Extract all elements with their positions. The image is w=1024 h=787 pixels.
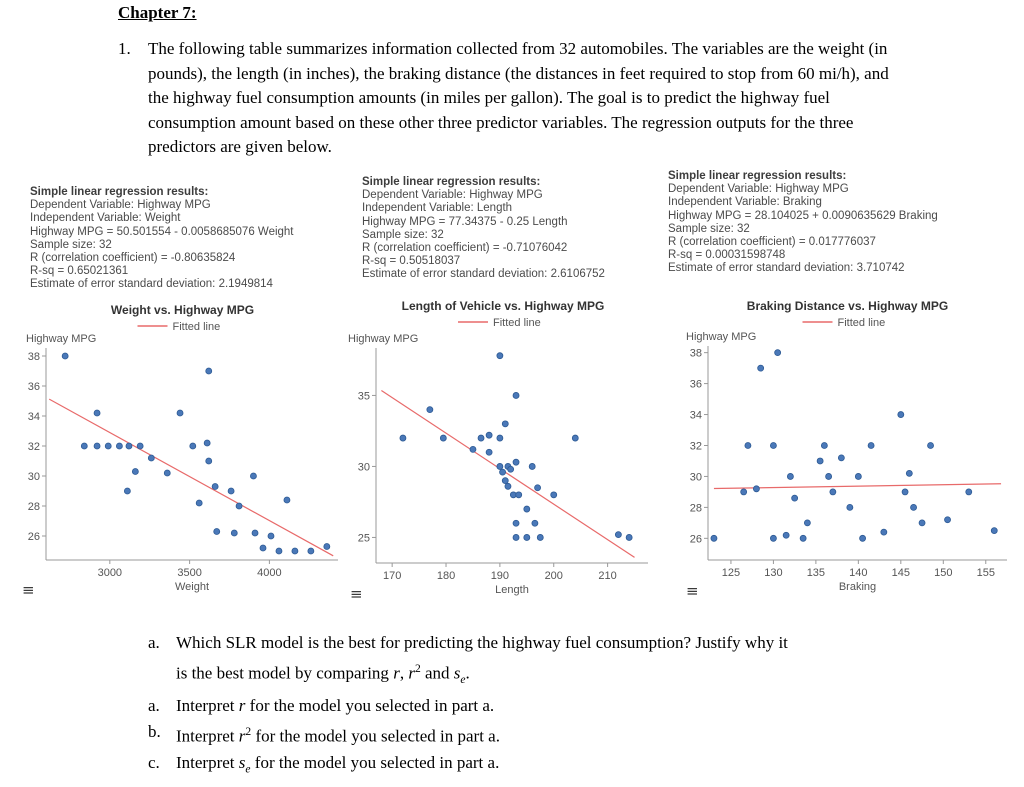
- legend-label: Fitted line: [837, 317, 886, 329]
- data-point: [615, 532, 621, 538]
- data-point: [537, 534, 543, 540]
- x-axis-label: Braking: [838, 581, 877, 593]
- question-label: a.: [148, 696, 160, 716]
- x-tick-label: 145: [891, 567, 911, 579]
- question-item: [148, 630, 978, 693]
- regression-line: Dependent Variable: Highway MPG: [30, 199, 211, 212]
- data-point: [911, 504, 917, 510]
- question-label: c.: [148, 752, 160, 772]
- x-tick-label: 125: [721, 567, 741, 579]
- data-point: [148, 455, 154, 461]
- data-point: [132, 469, 138, 475]
- scatter-plot-svg: [20, 300, 345, 600]
- chart-menu-icon[interactable]: ≡: [686, 582, 699, 600]
- y-tick-label: 38: [689, 347, 702, 360]
- chart-menu-icon[interactable]: ≡: [350, 585, 363, 603]
- data-point: [231, 530, 237, 536]
- regression-line: Highway MPG = 77.34375 - 0.25 Length: [362, 215, 568, 228]
- data-point: [928, 442, 934, 448]
- x-tick-label: 180: [436, 570, 456, 582]
- data-point: [513, 534, 519, 540]
- scatter-chart-weight: [20, 300, 345, 605]
- data-point: [478, 435, 484, 441]
- regression-title: Simple linear regression results:: [362, 176, 541, 188]
- x-axis-label: Length: [495, 584, 529, 596]
- data-point: [792, 495, 798, 501]
- data-point: [626, 534, 632, 540]
- y-tick-label: 26: [689, 533, 702, 546]
- y-tick-label: 26: [27, 531, 40, 543]
- question-item: [148, 693, 978, 719]
- data-point: [800, 535, 806, 541]
- scatter-plot-svg: [348, 296, 658, 603]
- y-tick-label: 34: [27, 411, 40, 423]
- data-point: [758, 365, 764, 371]
- data-point: [826, 473, 832, 479]
- data-point: [532, 520, 538, 526]
- regression-line: Independent Variable: Weight: [30, 212, 181, 225]
- data-point: [268, 533, 274, 539]
- data-point: [505, 483, 511, 489]
- regression-line: Highway MPG = 50.501554 - 0.0058685076 Weight: [30, 225, 294, 238]
- data-point: [214, 529, 220, 535]
- y-tick-label: 32: [27, 441, 40, 453]
- regression-title: Simple linear regression results:: [30, 186, 209, 198]
- data-point: [486, 449, 492, 455]
- data-point: [881, 529, 887, 535]
- data-point: [906, 470, 912, 476]
- data-point: [497, 353, 503, 359]
- problem-statement: [118, 37, 898, 160]
- regression-line: Independent Variable: Length: [362, 202, 513, 215]
- data-point: [524, 506, 530, 512]
- regression-line: R-sq = 0.50518037: [362, 255, 461, 268]
- data-point: [94, 410, 100, 416]
- question-item: [148, 750, 978, 782]
- data-point: [711, 535, 717, 541]
- data-point: [572, 435, 578, 441]
- data-point: [250, 473, 256, 479]
- regression-line: Dependent Variable: Highway MPG: [362, 189, 543, 202]
- regression-line: Sample size: 32: [668, 222, 750, 235]
- x-tick-label: 150: [934, 567, 953, 579]
- x-tick-label: 190: [490, 570, 510, 582]
- data-point: [804, 520, 810, 526]
- regression-line: Sample size: 32: [362, 228, 444, 241]
- data-point: [847, 504, 853, 510]
- x-tick-label: 200: [544, 570, 563, 582]
- data-point: [260, 545, 266, 551]
- data-point: [196, 500, 202, 506]
- data-point: [945, 517, 951, 523]
- data-point: [902, 489, 908, 495]
- data-point: [898, 412, 904, 418]
- data-point: [486, 432, 492, 438]
- regression-line: R (correlation coefficient) = -0.80635824: [30, 252, 236, 265]
- data-points: [62, 353, 330, 554]
- x-tick-label: 170: [382, 570, 402, 582]
- regression-line: R (correlation coefficient) = 0.017776037: [668, 236, 876, 249]
- scatter-chart-braking: [680, 296, 1015, 601]
- data-point: [236, 503, 242, 509]
- problem-text: The following table summarizes information collected from 32 automobiles. The variables are the weight (in pounds), the length (in inches), the braking distance (the distances in feet required to stop from 60 mi/h), and the highway fuel consumption amounts (in miles per gallon). The goal is to predict the highway fuel consumption amount based on these other three predictor variables. The regression outputs for the three predictors are given below.: [148, 39, 889, 156]
- regression-line: R (correlation coefficient) = -0.71076042: [362, 242, 568, 255]
- y-tick-label: 25: [357, 532, 370, 545]
- data-point: [190, 443, 196, 449]
- y-axis-label: Highway MPG: [348, 333, 419, 345]
- data-point: [783, 532, 789, 538]
- y-tick-label: 28: [27, 501, 40, 513]
- regression-title: Simple linear regression results:: [668, 170, 847, 182]
- x-axis-label: Weight: [174, 581, 210, 593]
- data-point: [177, 410, 183, 416]
- data-point: [292, 548, 298, 554]
- y-tick-label: 28: [689, 502, 702, 515]
- data-point: [745, 442, 751, 448]
- data-point: [513, 459, 519, 465]
- x-tick-label: 130: [764, 567, 783, 579]
- y-tick-label: 30: [689, 471, 702, 484]
- x-tick-label: 3000: [97, 567, 123, 579]
- question-text: Interpret r for the model you selected in part a.: [176, 696, 495, 716]
- fitted-line: [49, 399, 333, 556]
- regression-line: Independent Variable: Braking: [668, 196, 822, 209]
- chart-menu-icon[interactable]: ≡: [22, 581, 35, 599]
- data-point: [770, 535, 776, 541]
- question-text: Which SLR model is the best for predicting the highway fuel consumption? Justify why it is the best model by comparing r, $r^2$ and $s_e$.: [176, 633, 788, 687]
- data-point: [991, 528, 997, 534]
- data-point: [94, 443, 100, 449]
- y-axis-label: Highway MPG: [26, 333, 97, 345]
- data-point: [821, 442, 827, 448]
- data-point: [204, 440, 210, 446]
- data-point: [276, 548, 282, 554]
- data-point: [775, 350, 781, 356]
- data-point: [500, 469, 506, 475]
- data-point: [966, 489, 972, 495]
- data-point: [81, 443, 87, 449]
- data-point: [855, 473, 861, 479]
- data-point: [513, 392, 519, 398]
- question-text: Interpret $r^2$ for the model you selected in part a.: [176, 725, 500, 746]
- data-point: [427, 407, 433, 413]
- data-point: [497, 463, 503, 469]
- data-point: [228, 488, 234, 494]
- data-point: [116, 443, 122, 449]
- data-point: [105, 443, 111, 449]
- regression-line: R-sq = 0.00031598748: [668, 249, 786, 262]
- data-point: [206, 368, 212, 374]
- legend-label: Fitted line: [493, 317, 541, 329]
- data-point: [206, 458, 212, 464]
- chart-title: Weight vs. Highway MPG: [110, 303, 255, 317]
- data-point: [524, 534, 530, 540]
- problem-number: 1.: [118, 39, 131, 58]
- data-point: [137, 443, 143, 449]
- question-item: [148, 719, 978, 750]
- x-tick-label: 3500: [177, 567, 202, 579]
- data-point: [124, 488, 130, 494]
- regression-line: Estimate of error standard deviation: 2.1949814: [30, 278, 273, 291]
- data-point: [919, 520, 925, 526]
- data-point: [860, 535, 866, 541]
- data-point: [502, 421, 508, 427]
- scatter-plot-svg: [680, 296, 1015, 596]
- data-point: [838, 455, 844, 461]
- y-tick-label: 30: [357, 461, 370, 474]
- regression-line: Highway MPG = 28.104025 + 0.0090635629 Braking: [668, 209, 938, 222]
- data-point: [551, 492, 557, 498]
- y-tick-label: 32: [689, 440, 702, 453]
- regression-line: Dependent Variable: Highway MPG: [668, 183, 849, 196]
- data-point: [470, 446, 476, 452]
- y-tick-label: 38: [27, 351, 40, 363]
- data-point: [830, 489, 836, 495]
- data-point: [529, 463, 535, 469]
- data-point: [753, 486, 759, 492]
- data-point: [324, 544, 330, 550]
- chart-title: Braking Distance vs. Highway MPG: [746, 299, 949, 313]
- question-list: [148, 630, 978, 782]
- data-point: [440, 435, 446, 441]
- regression-output-braking: [668, 170, 938, 276]
- question-label: a.: [148, 633, 160, 652]
- x-tick-label: 4000: [257, 567, 282, 579]
- regression-line: R-sq = 0.65021361: [30, 265, 129, 278]
- data-point: [513, 520, 519, 526]
- regression-lines: [362, 189, 605, 281]
- regression-output-weight: [30, 186, 294, 292]
- data-point: [164, 470, 170, 476]
- data-point: [817, 458, 823, 464]
- y-tick-label: 34: [689, 409, 702, 422]
- data-point: [284, 497, 290, 503]
- y-tick-label: 35: [357, 390, 370, 403]
- fitted-line: [381, 391, 634, 558]
- data-point: [535, 485, 541, 491]
- chapter-heading: Chapter 7:: [118, 3, 197, 22]
- scatter-chart-length: [348, 296, 658, 605]
- x-tick-label: 210: [598, 570, 617, 582]
- data-point: [212, 484, 218, 490]
- data-point: [787, 473, 793, 479]
- data-points: [400, 353, 632, 541]
- x-tick-label: 155: [976, 567, 995, 579]
- regression-lines: [668, 183, 938, 275]
- y-tick-label: 30: [27, 471, 40, 483]
- data-points: [711, 350, 997, 542]
- data-point: [400, 435, 406, 441]
- data-point: [741, 489, 747, 495]
- data-point: [516, 492, 522, 498]
- question-text: Interpret $s_e$ for the model you selected in part a.: [176, 752, 500, 776]
- y-tick-label: 36: [27, 381, 40, 393]
- data-point: [502, 478, 508, 484]
- regression-line: Sample size: 32: [30, 238, 112, 251]
- data-point: [770, 442, 776, 448]
- y-axis-label: Highway MPG: [686, 331, 757, 343]
- regression-line: Estimate of error standard deviation: 2.6106752: [362, 268, 605, 281]
- legend-label: Fitted line: [172, 321, 221, 333]
- chart-title: Length of Vehicle vs. Highway MPG: [401, 299, 605, 313]
- regression-lines: [30, 199, 294, 291]
- data-point: [497, 435, 503, 441]
- data-point: [62, 353, 68, 359]
- data-point: [252, 530, 258, 536]
- x-tick-label: 140: [849, 567, 868, 579]
- data-point: [868, 442, 874, 448]
- data-point: [508, 466, 514, 472]
- data-point: [126, 443, 132, 449]
- question-label: b.: [148, 722, 161, 742]
- y-tick-label: 36: [689, 378, 702, 391]
- x-tick-label: 135: [806, 567, 826, 579]
- regression-output-length: [362, 176, 605, 282]
- data-point: [308, 548, 314, 554]
- regression-line: Estimate of error standard deviation: 3.710742: [668, 262, 905, 275]
